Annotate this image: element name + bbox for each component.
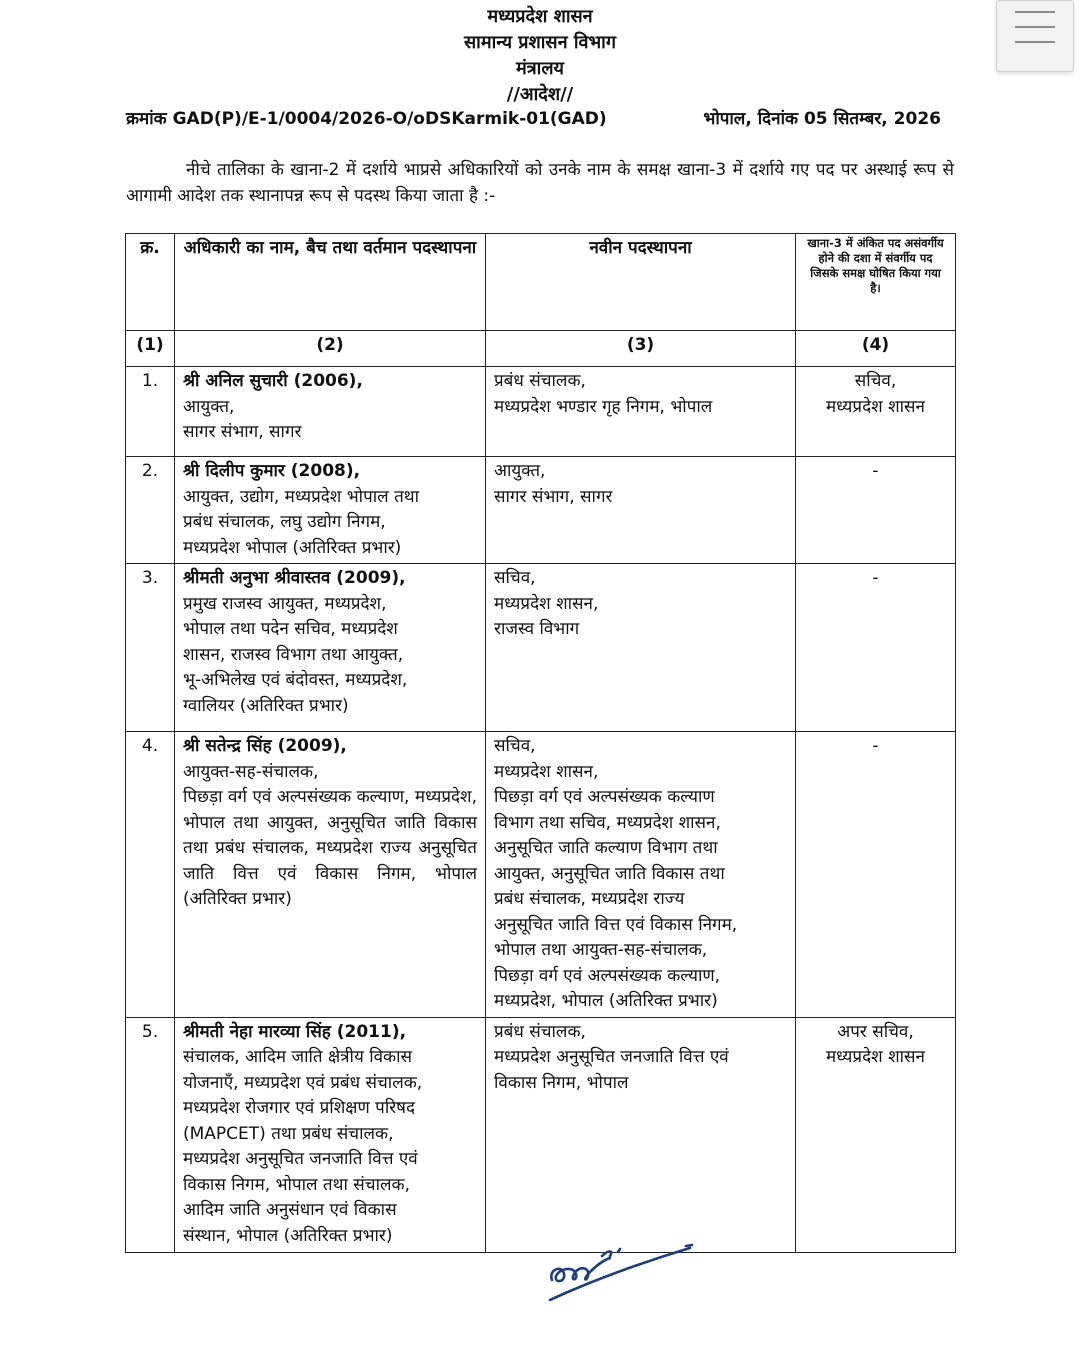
header-department: सामान्य प्रशासन विभाग — [464, 32, 616, 53]
col-number: (3) — [486, 331, 796, 367]
menu-icon — [1015, 26, 1055, 28]
serial-number: 3. — [126, 564, 175, 732]
serial-number: 4. — [126, 732, 175, 1018]
officer-name: श्री दिलीप कुमार (2008), — [183, 461, 361, 481]
officer-cell — [175, 564, 486, 732]
cadre-post: - — [796, 564, 956, 732]
menu-icon — [1015, 11, 1055, 13]
current-posting: आयुक्त-सह-संचालक, पिछड़ा वर्ग एवं अल्पसंख्यक कल्याण, मध्यप्रदेश, भोपाल तथा आयुक्त, अनुसूचित जाति विकास तथा प्रबंध संचालक, मध्यप्रदेश राज्य अनुसूचित जाति वित्त एवं विकास निगम, भोपाल (अतिरिक्त प्रभार) — [183, 761, 477, 909]
col-number: (2) — [175, 331, 486, 367]
officer-cell — [175, 457, 486, 564]
serial-number: 2. — [126, 457, 175, 564]
header-order-title: //आदेश// — [506, 84, 574, 105]
header-government: मध्यप्रदेश शासन — [487, 6, 593, 27]
column-number-row — [126, 331, 956, 367]
new-posting: प्रबंध संचालक, मध्यप्रदेश भण्डार गृह निगम, भोपाल — [486, 367, 796, 457]
order-line — [126, 106, 941, 132]
table-row — [126, 732, 956, 1018]
posting-table — [125, 233, 956, 1253]
new-posting: प्रबंध संचालक, मध्यप्रदेश अनुसूचित जनजाति वित्त एवं विकास निगम, भोपाल — [486, 1017, 796, 1252]
officer-name: श्रीमती अनुभा श्रीवास्तव (2009), — [183, 568, 406, 588]
serial-number: 1. — [126, 367, 175, 457]
signature — [540, 1240, 700, 1310]
col-header-serial: क्र. — [126, 234, 175, 331]
officer-cell — [175, 367, 486, 457]
table-row — [126, 457, 956, 564]
current-posting: आयुक्त, सागर संभाग, सागर — [183, 396, 302, 442]
officer-name: श्रीमती नेहा मारव्या सिंह (2011), — [183, 1021, 407, 1042]
officer-name: श्री अनिल सुचारी (2006), — [183, 371, 363, 391]
col-header-officer: अधिकारी का नाम, बैच तथा वर्तमान पदस्थापना — [175, 234, 486, 331]
menu-icon — [1015, 41, 1055, 43]
serial-number: 5. — [126, 1017, 175, 1252]
current-posting: प्रमुख राजस्व आयुक्त, मध्यप्रदेश, भोपाल तथा पदेन सचिव, मध्यप्रदेश शासन, राजस्व विभाग तथा आयुक्त, भू-अभिलेख एवं बंदोवस्त, मध्यप्रदेश, ग्वालियर (अतिरिक्त प्रभार) — [183, 593, 408, 716]
officer-name: श्री सतेन्द्र सिंह (2009), — [183, 736, 347, 756]
menu-button[interactable] — [996, 0, 1074, 72]
cadre-post: अपर सचिव, मध्यप्रदेश शासन — [796, 1017, 956, 1252]
new-posting: सचिव, मध्यप्रदेश शासन, राजस्व विभाग — [486, 564, 796, 732]
order-number: क्रमांक GAD(P)/E-1/0004/2026-O/oDSKarmik-01(GAD) — [126, 109, 607, 129]
intro-paragraph: नीचे तालिका के खाना-2 में दर्शाये भाप्रसे अधिकारियों को उनके नाम के समक्ष खाना-3 में दर्शाये गए पद पर अस्थाई रूप से आगामी आदेश तक स्थानापन्न रूप से पदस्थ किया जाता है :- — [126, 160, 954, 206]
table-row — [126, 564, 956, 732]
col-header-new-posting: नवीन पदस्थापना — [486, 234, 796, 331]
col-header-cadre-post: खाना-3 में अंकित पद असंवर्गीय होने की दशा में संवर्गीय पद जिसके समक्ष घोषित किया गया है। — [796, 234, 956, 331]
header-ministry: मंत्रालय — [515, 58, 564, 79]
officer-cell — [175, 1017, 486, 1252]
table-row — [126, 367, 956, 457]
cadre-post: सचिव, मध्यप्रदेश शासन — [796, 367, 956, 457]
col-number: (4) — [796, 331, 956, 367]
table-row — [126, 1017, 956, 1252]
current-posting: आयुक्त, उद्योग, मध्यप्रदेश भोपाल तथा प्रबंध संचालक, लघु उद्योग निगम, मध्यप्रदेश भोपाल (अतिरिक्त प्रभार) — [183, 486, 420, 558]
officer-cell — [175, 732, 486, 1018]
order-place-date: भोपाल, दिनांक 05 सितम्बर, 2026 — [703, 109, 941, 129]
new-posting: सचिव, मध्यप्रदेश शासन, पिछड़ा वर्ग एवं अल्पसंख्यक कल्याण विभाग तथा सचिव, मध्यप्रदेश शासन, अनुसूचित जाति कल्याण विभाग तथा आयुक्त, अनुसूचित जाति विकास तथा प्रबंध संचालक, मध्यप्रदेश राज्य अनुसूचित जाति वित्त एवं विकास निगम, भोपाल तथा आयुक्त-सह-संचालक, पिछड़ा वर्ग एवं अल्पसंख्यक कल्याण, मध्यप्रदेश, भोपाल (अतिरिक्त प्रभार) — [486, 732, 796, 1018]
current-posting: संचालक, आदिम जाति क्षेत्रीय विकास योजनाएँ, मध्यप्रदेश एवं प्रबंध संचालक, मध्यप्रदेश रोजगार एवं प्रशिक्षण परिषद (MAPCET) तथा प्रबंध संचालक, मध्यप्रदेश अनुसूचित जनजाति वित्त एवं विकास निगम, भोपाल तथा संचालक, आदिम जाति अनुसंधान एवं विकास संस्थान, भोपाल (अतिरिक्त प्रभार) — [183, 1047, 423, 1246]
table-header-row — [126, 234, 956, 331]
new-posting: आयुक्त, सागर संभाग, सागर — [486, 457, 796, 564]
cadre-post: - — [796, 457, 956, 564]
col-number: (1) — [126, 331, 175, 367]
cadre-post: - — [796, 732, 956, 1018]
